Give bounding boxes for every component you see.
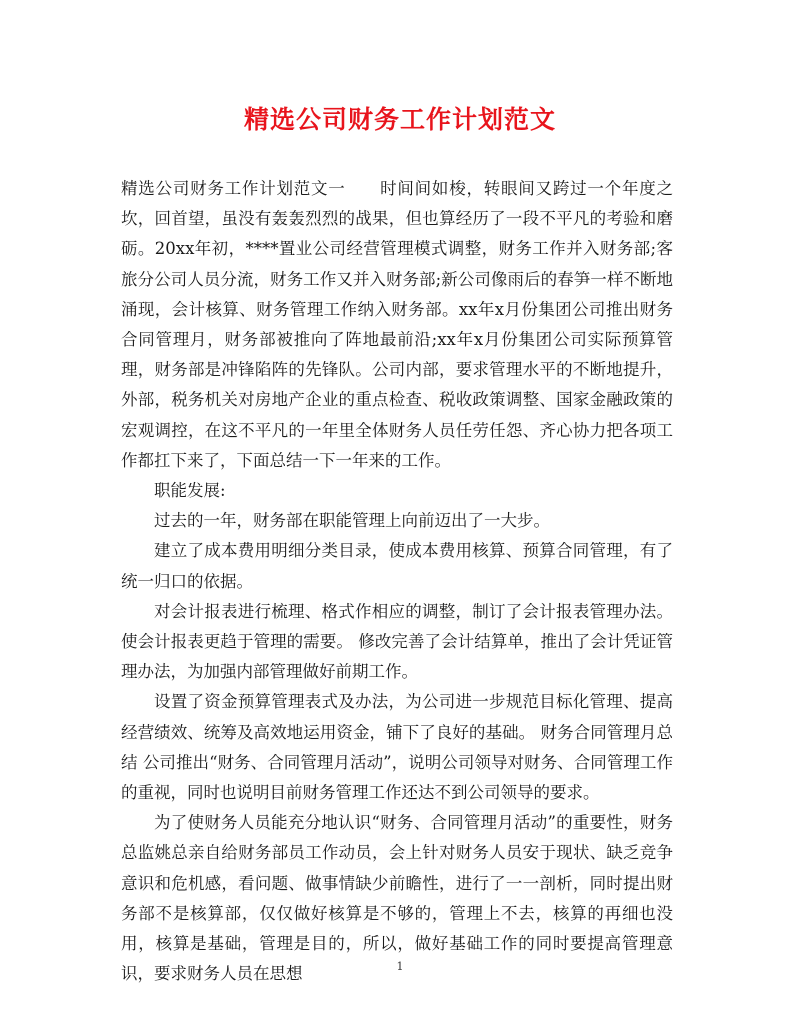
paragraph: 设置了资金预算管理表式及办法，为公司进一步规范目标化管理、提高经营绩效、统筹及高效地运用资金，铺下了良好的基础。 财务合同管理月总结 公司推出“财务、合同管理月活动”，说明公司领导对财务、合同管理工作的重视，同时也说明目前财务管理工作还达不到公司领导的要求。 [121,692,673,803]
document-body [121,174,673,989]
paragraph: 建立了成本费用明细分类目录，使成本费用核算、预算合同管理，有了统一归口的依据。 [121,541,673,591]
paragraph: 精选公司财务工作计划范文一 时间间如梭，转眼间又跨过一个年度之坎，回首望，虽没有轰轰烈烈的战果，但也算经历了一段不平凡的考验和磨砺。20xx年初，****置业公司经营管理模式调整，财务工作并入财务部;客旅分公司人员分流，财务工作又并入财务部;新公司像雨后的春笋一样不断地涌现，会计核算、财务管理工作纳入财务部。xx年x月份集团公司推出财务合同管理月，财务部被推向了阵地最前沿;xx年x月份集团公司实际预算管理，财务部是冲锋陷阵的先锋队。公司内部，要求管理水平的不断地提升，外部，税务机关对房地产企业的重点检查、税收政策调整、国家金融政策的宏观调控，在这不平凡的一年里全体财务人员任劳任怨、齐心协力把各项工作都扛下来了，下面总结一下一年来的工作。 [121,179,673,470]
paragraph: 对会计报表进行梳理、格式作相应的调整，制订了会计报表管理办法。使会计报表更趋于管理的需要。 修改完善了会计结算单，推出了会计凭证管理办法，为加强内部管理做好前期工作。 [121,601,673,682]
document-title: 精选公司财务工作计划范文 [243,105,556,134]
paragraph: 为了使财务人员能充分地认识“财务、合同管理月活动”的重要性，财务总监姚总亲自给财务部员工作动员，会上针对财务人员安于现状、缺乏竞争意识和危机感，看问题、做事情缺少前瞻性，进行了一一剖析，同时提出财务部不是核算部，仅仅做好核算是不够的，管理上不去，核算的再细也没用，核算是基础，管理是目的，所以，做好基础工作的同时要提高管理意识，要求财务人员在思想 [121,813,673,984]
paragraph: 过去的一年，财务部在职能管理上向前迈出了一大步。 [154,511,550,531]
paragraph: 职能发展: [154,481,226,501]
page-number: 1 [396,960,404,973]
